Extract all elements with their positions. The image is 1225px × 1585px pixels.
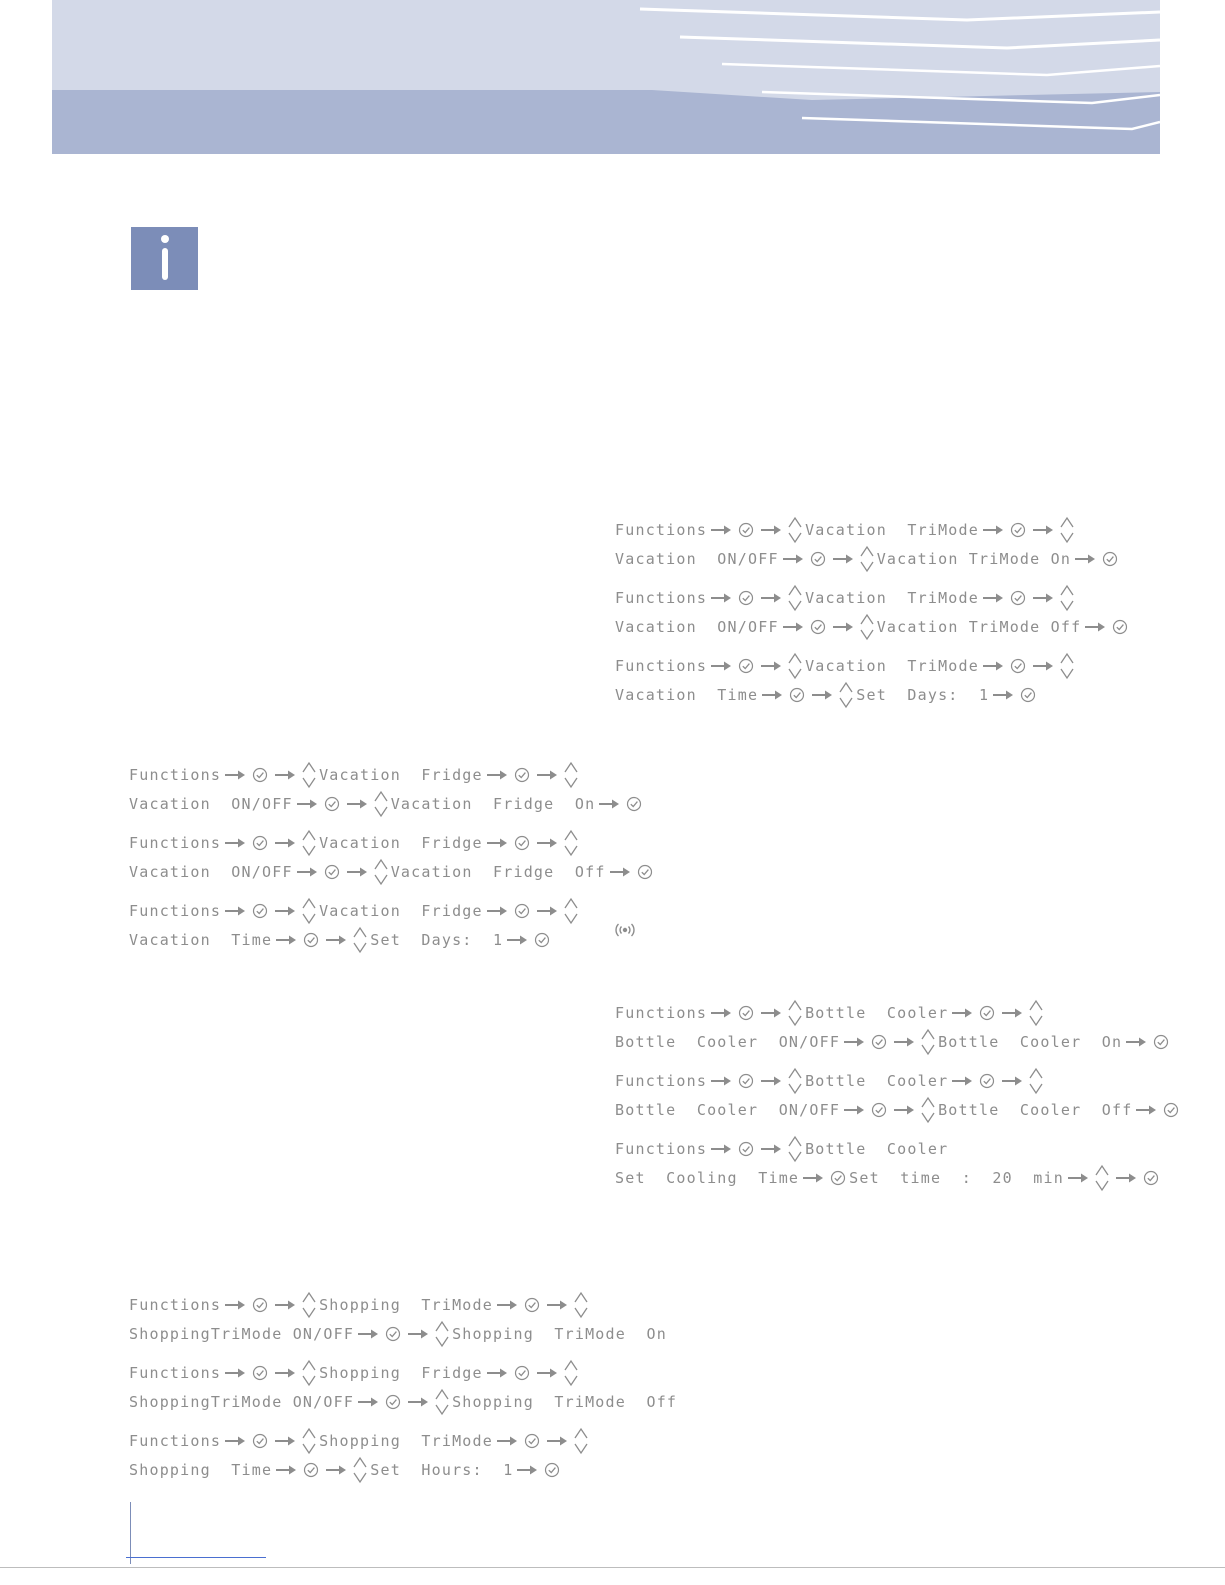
- instruction-label: Vacation ON/OFF: [129, 862, 293, 881]
- instruction-line: [615, 651, 1131, 680]
- check-circle-icon: [385, 1394, 401, 1410]
- instruction-label: Bottle Cooler Off: [938, 1100, 1133, 1119]
- instruction-label: Set Hours: 1: [370, 1460, 514, 1479]
- arrow-right-icon: [760, 1143, 782, 1155]
- instruction-label: Set Days: 1: [370, 930, 504, 949]
- check-circle-icon: [303, 932, 319, 948]
- arrow-right-icon: [224, 1299, 246, 1311]
- check-circle-icon: [324, 796, 340, 812]
- up-down-arrows-icon: [838, 680, 854, 710]
- instruction-label: Functions: [129, 765, 222, 784]
- arrow-right-icon: [1084, 621, 1106, 633]
- footer-underline: [126, 1557, 266, 1558]
- instruction-line: [129, 1358, 677, 1387]
- check-circle-icon: [303, 1462, 319, 1478]
- footer-vertical-rule: [130, 1502, 131, 1564]
- instruction-label: Functions: [615, 520, 708, 539]
- up-down-arrows-icon: [787, 1134, 803, 1164]
- up-down-arrows-icon: [1059, 583, 1075, 613]
- arrow-right-icon: [224, 769, 246, 781]
- arrow-right-icon: [982, 592, 1004, 604]
- instruction-step: [129, 1290, 677, 1348]
- instruction-step: [615, 1066, 1182, 1124]
- arrow-right-icon: [1032, 592, 1054, 604]
- up-down-arrows-icon: [301, 1358, 317, 1388]
- instruction-label: Vacation Fridge: [319, 833, 483, 852]
- arrow-right-icon: [275, 934, 297, 946]
- arrow-right-icon: [1135, 1104, 1157, 1116]
- arrow-right-icon: [982, 660, 1004, 672]
- up-down-arrows-icon: [301, 1426, 317, 1456]
- instruction-line: [615, 1095, 1182, 1124]
- instruction-step: [129, 1358, 677, 1416]
- instruction-label: Vacation Fridge: [319, 765, 483, 784]
- arrow-right-icon: [832, 553, 854, 565]
- shopping-trimode-instructions: [129, 1290, 677, 1494]
- check-circle-icon: [738, 1141, 754, 1157]
- up-down-arrows-icon: [787, 651, 803, 681]
- arrow-right-icon: [546, 1435, 568, 1447]
- arrow-right-icon: [811, 689, 833, 701]
- arrow-right-icon: [760, 592, 782, 604]
- arrow-right-icon: [951, 1075, 973, 1087]
- check-circle-icon: [252, 1365, 268, 1381]
- arrow-right-icon: [710, 1007, 732, 1019]
- instruction-label: Bottle Cooler: [805, 1071, 949, 1090]
- up-down-arrows-icon: [563, 1358, 579, 1388]
- instruction-label: Vacation TriMode: [805, 588, 980, 607]
- check-circle-icon: [810, 551, 826, 567]
- arrow-right-icon: [843, 1036, 865, 1048]
- instruction-label: Vacation ON/OFF: [615, 617, 779, 636]
- up-down-arrows-icon: [563, 760, 579, 790]
- arrow-right-icon: [1074, 553, 1096, 565]
- arrow-right-icon: [546, 1299, 568, 1311]
- up-down-arrows-icon: [563, 828, 579, 858]
- instruction-line: [129, 857, 656, 886]
- instruction-step: [615, 1134, 1182, 1192]
- up-down-arrows-icon: [787, 1066, 803, 1096]
- check-circle-icon: [738, 1073, 754, 1089]
- check-circle-icon: [524, 1297, 540, 1313]
- instruction-line: [129, 828, 656, 857]
- up-down-arrows-icon: [301, 896, 317, 926]
- instruction-label: Set Cooling Time: [615, 1168, 800, 1187]
- instruction-label: Functions: [615, 1139, 708, 1158]
- up-down-arrows-icon: [373, 857, 389, 887]
- arrow-right-icon: [832, 621, 854, 633]
- instruction-line: [615, 612, 1131, 641]
- arrow-right-icon: [346, 798, 368, 810]
- arrow-right-icon: [274, 1435, 296, 1447]
- check-circle-icon: [544, 1462, 560, 1478]
- up-down-arrows-icon: [859, 544, 875, 574]
- arrow-right-icon: [992, 689, 1014, 701]
- up-down-arrows-icon: [787, 998, 803, 1028]
- check-circle-icon: [1153, 1034, 1169, 1050]
- arrow-right-icon: [486, 769, 508, 781]
- arrow-right-icon: [843, 1104, 865, 1116]
- arrow-right-icon: [407, 1328, 429, 1340]
- arrow-right-icon: [1032, 524, 1054, 536]
- instruction-label: Bottle Cooler On: [938, 1032, 1123, 1051]
- instruction-line: [129, 1290, 677, 1319]
- arrow-right-icon: [710, 592, 732, 604]
- check-circle-icon: [979, 1073, 995, 1089]
- instruction-label: Functions: [129, 833, 222, 852]
- check-circle-icon: [871, 1102, 887, 1118]
- up-down-arrows-icon: [1028, 998, 1044, 1028]
- arrow-right-icon: [496, 1435, 518, 1447]
- arrow-right-icon: [536, 769, 558, 781]
- instruction-label: Vacation ON/OFF: [615, 549, 779, 568]
- instruction-line: [615, 1163, 1182, 1192]
- radio-signal-icon: [614, 920, 636, 940]
- arrow-right-icon: [760, 1075, 782, 1087]
- check-circle-icon: [514, 835, 530, 851]
- instruction-line: [615, 998, 1182, 1027]
- arrow-right-icon: [710, 660, 732, 672]
- arrow-right-icon: [224, 1367, 246, 1379]
- arrow-right-icon: [506, 934, 528, 946]
- instruction-label: Vacation Time: [129, 930, 273, 949]
- check-circle-icon: [324, 864, 340, 880]
- bottle-cooler-instructions: [615, 998, 1182, 1202]
- vacation-fridge-instructions: [129, 760, 656, 964]
- instruction-line: [615, 515, 1131, 544]
- arrow-right-icon: [407, 1396, 429, 1408]
- instruction-label: Bottle Cooler: [805, 1003, 949, 1022]
- instruction-step: [615, 583, 1131, 641]
- instruction-step: [129, 828, 656, 886]
- arrow-right-icon: [710, 1075, 732, 1087]
- arrow-right-icon: [296, 798, 318, 810]
- arrow-right-icon: [274, 1367, 296, 1379]
- arrow-right-icon: [516, 1464, 538, 1476]
- check-circle-icon: [979, 1005, 995, 1021]
- instruction-label: Vacation Time: [615, 685, 759, 704]
- instruction-step: [129, 1426, 677, 1484]
- instruction-line: [129, 789, 656, 818]
- instruction-label: Functions: [615, 656, 708, 675]
- instruction-label: Bottle Cooler ON/OFF: [615, 1100, 841, 1119]
- instruction-label: Vacation TriMode: [805, 656, 980, 675]
- up-down-arrows-icon: [373, 789, 389, 819]
- check-circle-icon: [252, 903, 268, 919]
- up-down-arrows-icon: [1028, 1066, 1044, 1096]
- arrow-right-icon: [224, 1435, 246, 1447]
- instruction-label: Vacation TriMode On: [876, 549, 1072, 568]
- instruction-label: Functions: [615, 588, 708, 607]
- instruction-label: Functions: [129, 901, 222, 920]
- arrow-right-icon: [224, 837, 246, 849]
- instruction-line: [129, 896, 656, 925]
- up-down-arrows-icon: [573, 1426, 589, 1456]
- check-circle-icon: [738, 590, 754, 606]
- up-down-arrows-icon: [787, 515, 803, 545]
- instruction-line: [615, 680, 1131, 709]
- check-circle-icon: [637, 864, 653, 880]
- arrow-right-icon: [1032, 660, 1054, 672]
- up-down-arrows-icon: [1059, 515, 1075, 545]
- arrow-right-icon: [486, 905, 508, 917]
- instruction-step: [615, 515, 1131, 573]
- up-down-arrows-icon: [920, 1027, 936, 1057]
- instruction-label: Shopping TriMode: [319, 1295, 494, 1314]
- instruction-label: Shopping Time: [129, 1460, 273, 1479]
- up-down-arrows-icon: [573, 1290, 589, 1320]
- check-circle-icon: [514, 1365, 530, 1381]
- arrow-right-icon: [325, 934, 347, 946]
- instruction-label: Bottle Cooler: [805, 1139, 949, 1158]
- instruction-line: [615, 1066, 1182, 1095]
- up-down-arrows-icon: [563, 896, 579, 926]
- arrow-right-icon: [1001, 1075, 1023, 1087]
- up-down-arrows-icon: [434, 1319, 450, 1349]
- instruction-line: [129, 1455, 677, 1484]
- arrow-right-icon: [982, 524, 1004, 536]
- check-circle-icon: [871, 1034, 887, 1050]
- arrow-right-icon: [357, 1396, 379, 1408]
- instruction-label: Vacation ON/OFF: [129, 794, 293, 813]
- check-circle-icon: [1163, 1102, 1179, 1118]
- instruction-label: Shopping TriMode: [319, 1431, 494, 1450]
- instruction-line: [615, 1027, 1182, 1056]
- vacation-trimode-instructions: [615, 515, 1131, 719]
- arrow-right-icon: [802, 1172, 824, 1184]
- instruction-label: Functions: [129, 1363, 222, 1382]
- instruction-label: Shopping TriMode Off: [452, 1392, 678, 1411]
- instruction-label: Set time : 20 min: [849, 1168, 1065, 1187]
- check-circle-icon: [524, 1433, 540, 1449]
- up-down-arrows-icon: [352, 1455, 368, 1485]
- arrow-right-icon: [357, 1328, 379, 1340]
- instruction-line: [129, 1387, 677, 1416]
- arrow-right-icon: [782, 553, 804, 565]
- check-circle-icon: [626, 796, 642, 812]
- check-circle-icon: [1143, 1170, 1159, 1186]
- check-circle-icon: [738, 1005, 754, 1021]
- arrow-right-icon: [274, 769, 296, 781]
- instruction-step: [129, 760, 656, 818]
- arrow-right-icon: [1115, 1172, 1137, 1184]
- check-circle-icon: [252, 767, 268, 783]
- check-circle-icon: [1020, 687, 1036, 703]
- check-circle-icon: [1010, 522, 1026, 538]
- up-down-arrows-icon: [301, 1290, 317, 1320]
- up-down-arrows-icon: [301, 828, 317, 858]
- check-circle-icon: [514, 903, 530, 919]
- arrow-right-icon: [1067, 1172, 1089, 1184]
- arrow-right-icon: [274, 905, 296, 917]
- check-circle-icon: [534, 932, 550, 948]
- check-circle-icon: [1102, 551, 1118, 567]
- arrow-right-icon: [710, 524, 732, 536]
- arrow-right-icon: [760, 1007, 782, 1019]
- check-circle-icon: [1010, 590, 1026, 606]
- check-circle-icon: [810, 619, 826, 635]
- arrow-right-icon: [496, 1299, 518, 1311]
- instruction-line: [615, 544, 1131, 573]
- up-down-arrows-icon: [920, 1095, 936, 1125]
- instruction-label: Vacation Fridge On: [390, 794, 596, 813]
- arrow-right-icon: [893, 1036, 915, 1048]
- instruction-line: [129, 1319, 677, 1348]
- arrow-right-icon: [951, 1007, 973, 1019]
- instruction-label: Shopping Fridge: [319, 1363, 483, 1382]
- up-down-arrows-icon: [434, 1387, 450, 1417]
- instruction-step: [129, 896, 656, 954]
- instruction-label: Vacation TriMode Off: [876, 617, 1082, 636]
- arrow-right-icon: [536, 905, 558, 917]
- check-circle-icon: [830, 1170, 846, 1186]
- instruction-line: [129, 760, 656, 789]
- arrow-right-icon: [274, 1299, 296, 1311]
- check-circle-icon: [252, 1433, 268, 1449]
- arrow-right-icon: [761, 689, 783, 701]
- instruction-label: ShoppingTriMode ON/OFF: [129, 1392, 355, 1411]
- header-banner: [52, 0, 1160, 154]
- instruction-label: Bottle Cooler ON/OFF: [615, 1032, 841, 1051]
- arrow-right-icon: [782, 621, 804, 633]
- check-circle-icon: [789, 687, 805, 703]
- arrow-right-icon: [609, 866, 631, 878]
- up-down-arrows-icon: [301, 760, 317, 790]
- instruction-label: Vacation Fridge Off: [390, 862, 606, 881]
- check-circle-icon: [738, 522, 754, 538]
- arrow-right-icon: [325, 1464, 347, 1476]
- arrow-right-icon: [536, 837, 558, 849]
- arrow-right-icon: [1001, 1007, 1023, 1019]
- instruction-line: [615, 583, 1131, 612]
- instruction-step: [615, 651, 1131, 709]
- instruction-label: Set Days: 1: [856, 685, 990, 704]
- check-circle-icon: [738, 658, 754, 674]
- arrow-right-icon: [275, 1464, 297, 1476]
- instruction-label: Functions: [615, 1003, 708, 1022]
- info-icon: [131, 227, 198, 290]
- up-down-arrows-icon: [1059, 651, 1075, 681]
- arrow-right-icon: [893, 1104, 915, 1116]
- check-circle-icon: [1112, 619, 1128, 635]
- instruction-label: Vacation TriMode: [805, 520, 980, 539]
- arrow-right-icon: [346, 866, 368, 878]
- check-circle-icon: [385, 1326, 401, 1342]
- check-circle-icon: [252, 835, 268, 851]
- arrow-right-icon: [1125, 1036, 1147, 1048]
- instruction-label: Functions: [129, 1295, 222, 1314]
- instruction-line: [129, 1426, 677, 1455]
- check-circle-icon: [1010, 658, 1026, 674]
- instruction-label: Functions: [129, 1431, 222, 1450]
- arrow-right-icon: [598, 798, 620, 810]
- check-circle-icon: [252, 1297, 268, 1313]
- instruction-line: [129, 925, 656, 954]
- instruction-label: ShoppingTriMode ON/OFF: [129, 1324, 355, 1343]
- arrow-right-icon: [274, 837, 296, 849]
- arrow-right-icon: [486, 837, 508, 849]
- instruction-label: Functions: [615, 1071, 708, 1090]
- check-circle-icon: [514, 767, 530, 783]
- arrow-right-icon: [760, 660, 782, 672]
- arrow-right-icon: [710, 1143, 732, 1155]
- instruction-label: Shopping TriMode On: [452, 1324, 667, 1343]
- arrow-right-icon: [296, 866, 318, 878]
- arrow-right-icon: [536, 1367, 558, 1379]
- arrow-right-icon: [760, 524, 782, 536]
- arrow-right-icon: [224, 905, 246, 917]
- up-down-arrows-icon: [1094, 1163, 1110, 1193]
- up-down-arrows-icon: [787, 583, 803, 613]
- up-down-arrows-icon: [352, 925, 368, 955]
- up-down-arrows-icon: [859, 612, 875, 642]
- instruction-step: [615, 998, 1182, 1056]
- page-bottom-rule: [0, 1567, 1225, 1568]
- arrow-right-icon: [486, 1367, 508, 1379]
- instruction-label: Vacation Fridge: [319, 901, 483, 920]
- instruction-line: [615, 1134, 1182, 1163]
